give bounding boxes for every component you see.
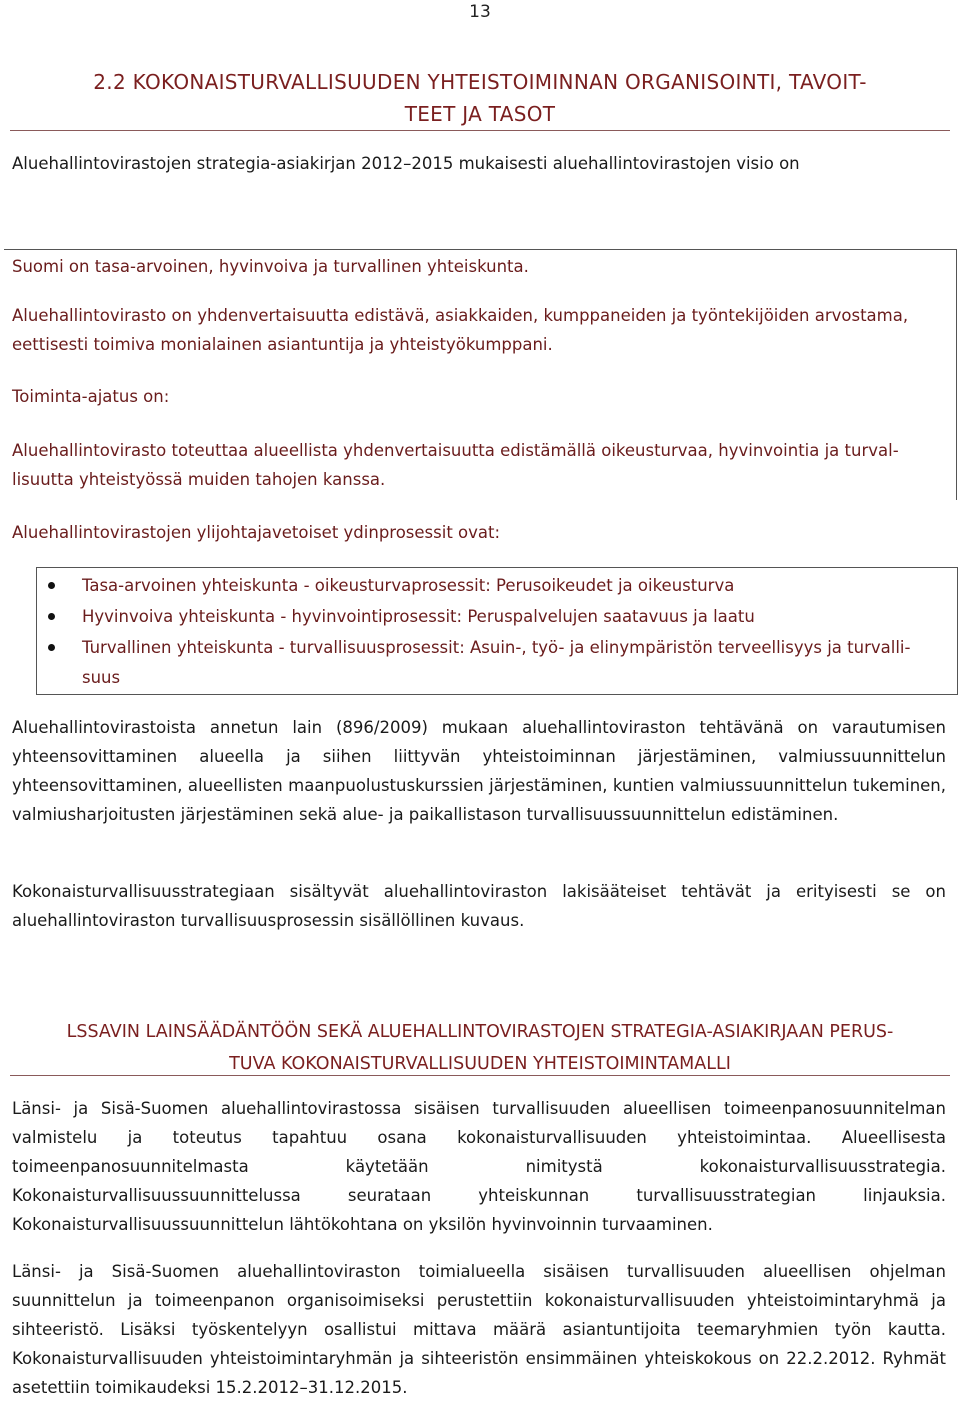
process-item-continuation: suus bbox=[82, 668, 121, 687]
values-line1: Aluehallintovirasto on yhdenvertaisuutta edistävä, asiakkaiden, kumppaneiden ja työntekijöiden arvostama, bbox=[12, 306, 909, 325]
processes-label: Aluehallintovirastojen ylijohtajavetoiset ydinprosessit ovat: bbox=[12, 523, 501, 542]
section-heading-line1: 2.2 KOKONAISTURVALLISUUDEN YHTEISTOIMINNAN ORGANISOINTI, TAVOIT- bbox=[93, 70, 867, 94]
bullet-icon bbox=[48, 613, 55, 620]
process-item: Tasa-arvoinen yhteiskunta - oikeusturvaprosessit: Perusoikeudet ja oikeusturva bbox=[82, 576, 735, 595]
section-heading-line2: TEET JA TASOT bbox=[404, 102, 556, 126]
intro-line: Aluehallintovirastojen strategia-asiakirjan 2012–2015 mukaisesti aluehallintovirastojen visio on bbox=[12, 154, 800, 173]
mission-line2: lisuutta yhteistyössä muiden tahojen kanssa. bbox=[12, 470, 386, 489]
paragraph-strategy: Kokonaisturvallisuusstrategiaan sisältyvät aluehallintoviraston lakisääteiset tehtävät ja erityisesti se on aluehallintoviraston turvallisuusprosessin sisällöllinen kuvaus. bbox=[12, 882, 946, 930]
section-heading bbox=[20, 66, 940, 130]
section-heading-rule bbox=[10, 130, 950, 131]
paragraph-implementation: Länsi- ja Sisä-Suomen aluehallintovirastossa sisäisen turvallisuuden alueellisen toimeenpanosuunnitelman valmistelu ja toteutus tapahtuu osana kokonaisturvallisuuden yhteistoimintaa. Alueellisesta toimeenpanosuunnitelmasta käytetään nimitystä kokonaisturvallisuusstrategia. Kokonaisturvallisuussuunnittelussa seurataan yhteiskunnan turvallisuusstrategian linjauksia. Kokonaisturvallisuussuunnittelun lähtökohtana on yksilön hyvinvoinnin turvaaminen. bbox=[12, 1099, 946, 1234]
process-item: Turvallinen yhteiskunta - turvallisuusprosessit: Asuin-, työ- ja elinympäristön terveellisyys ja turvalli- bbox=[82, 638, 911, 657]
subsection-heading-line2: TUVA KOKONAISTURVALLISUUDEN YHTEISTOIMINTAMALLI bbox=[229, 1054, 731, 1074]
values-line2: eettisesti toimiva monialainen asiantuntija ja yhteistyökumppani. bbox=[12, 335, 553, 354]
paragraph-organisation: Länsi- ja Sisä-Suomen aluehallintoviraston toimialueella sisäisen turvallisuuden alueellisen ohjelman suunnittelun ja toimeenpanon organisoimiseksi perustettiin kokonaisturvallisuuden yhteistoimintaryhmä ja sihteeristö. Lisäksi työskentelyyn osallistui mittava määrä asiantuntijoita teemaryhmien työn kautta. Kokonaisturvallisuuden yhteistoimintaryhmän ja sihteeristön ensimmäinen yhteiskokous on 22.2.2012. Ryhmät asetettiin toimikaudeksi 15.2.2012–31.12.2015. bbox=[12, 1262, 946, 1397]
subsection-heading-line1: LSSAVIN LAINSÄÄDÄNTÖÖN SEKÄ ALUEHALLINTOVIRASTOJEN STRATEGIA-ASIAKIRJAAN PERUS- bbox=[66, 1022, 894, 1042]
mission-label: Toiminta-ajatus on: bbox=[12, 387, 170, 406]
subsection-heading-rule bbox=[10, 1075, 950, 1076]
page-number: 13 bbox=[469, 2, 491, 22]
subsection-heading bbox=[20, 1016, 940, 1080]
bullet-icon bbox=[48, 644, 55, 651]
process-item: Hyvinvoiva yhteiskunta - hyvinvointiprosessit: Peruspalvelujen saatavuus ja laatu bbox=[82, 607, 755, 626]
vision-statement: Suomi on tasa-arvoinen, hyvinvoiva ja turvallinen yhteiskunta. bbox=[12, 257, 529, 276]
paragraph-law: Aluehallintovirastoista annetun lain (896/2009) mukaan aluehallintoviraston tehtävänä on varautumisen yhteensovittaminen alueella ja siihen liittyvän yhteistoiminnan järjestäminen, valmiussuunnittelun yhteensovittaminen, alueellisten maanpuolustuskurssien järjestäminen, kuntien valmiussuunnittelun tukeminen, valmiusharjoitusten järjestäminen sekä alue- ja paikallistason turvallisuussuunnittelun edistäminen. bbox=[12, 718, 946, 824]
vision-box bbox=[4, 249, 957, 500]
mission-line1: Aluehallintovirasto toteuttaa alueellista yhdenvertaisuutta edistämällä oikeusturvaa, hyvinvointia ja turval- bbox=[12, 441, 899, 460]
bullet-icon bbox=[48, 582, 55, 589]
